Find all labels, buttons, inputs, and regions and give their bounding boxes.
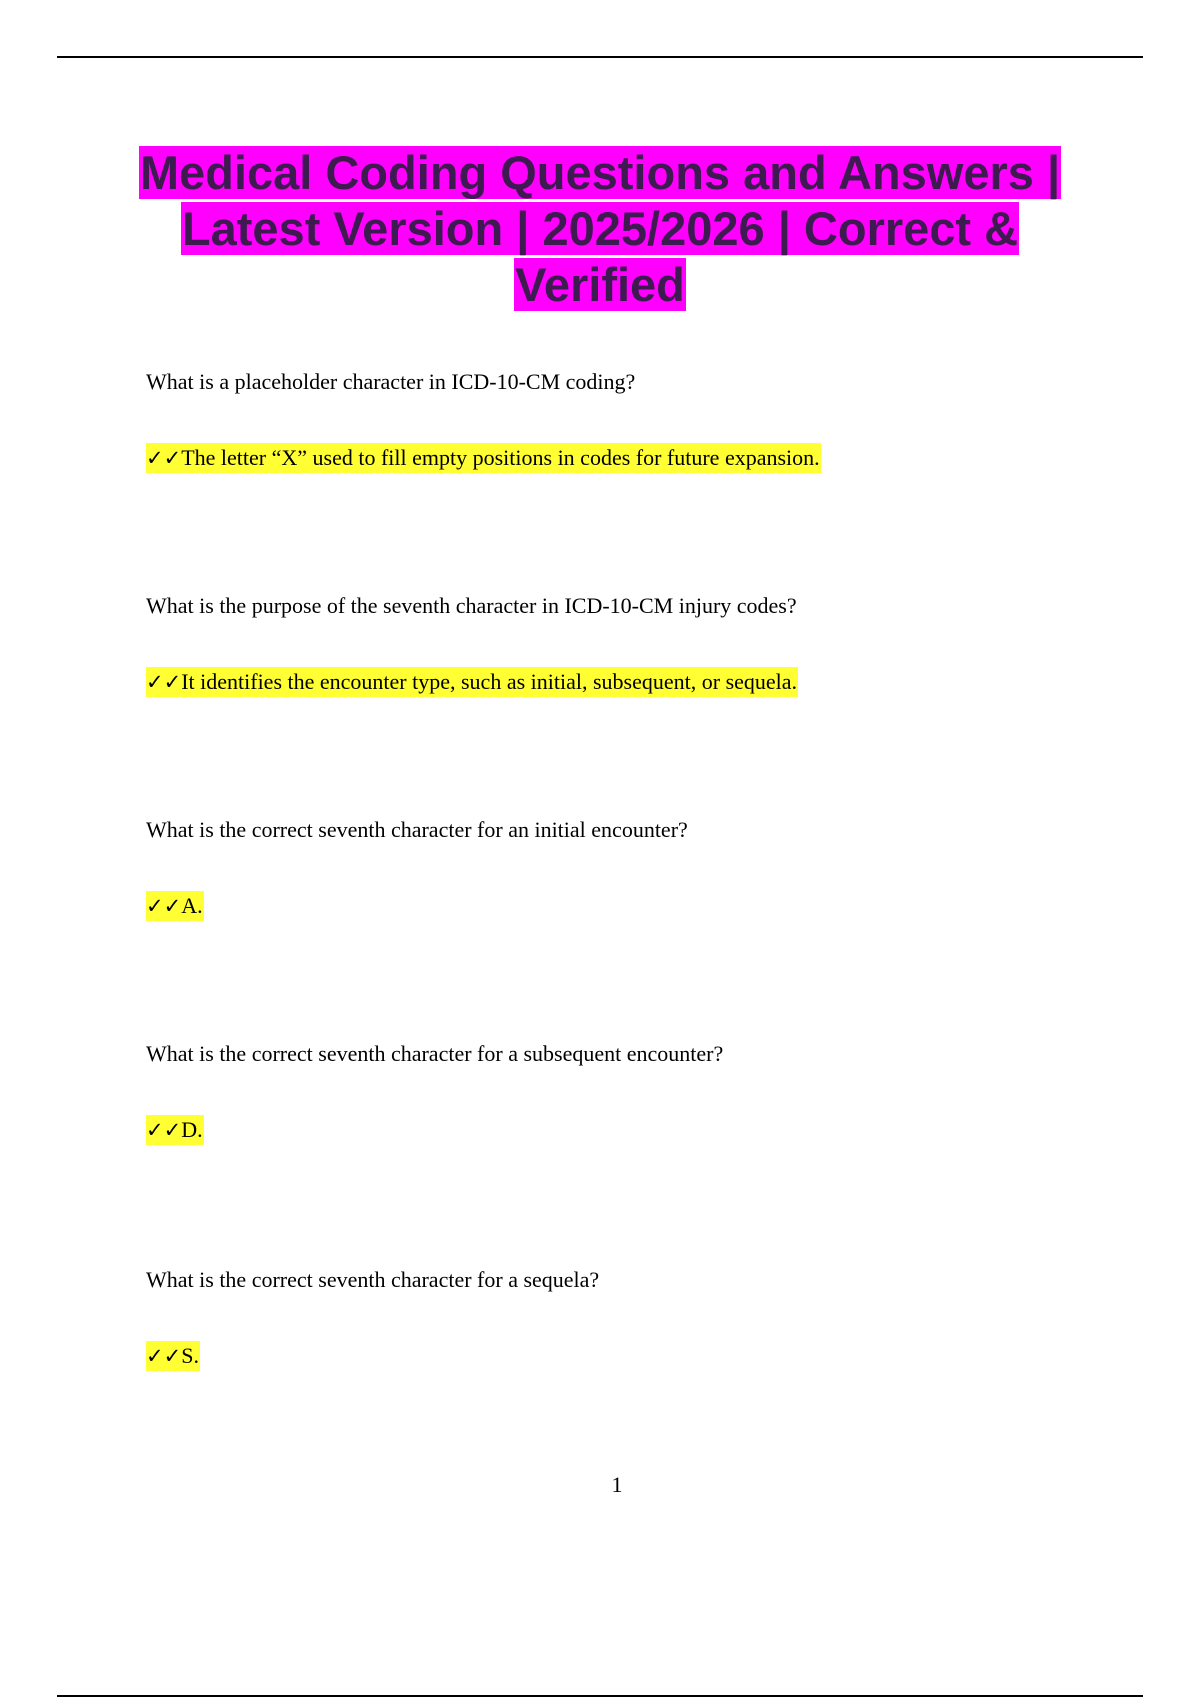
document-title (100, 145, 1100, 313)
document-title-text: Medical Coding Questions and Answers | Latest Version | 2025/2026 | Correct & Verified (139, 146, 1061, 311)
question-4: What is the correct seventh character for a subsequent encounter? (146, 1041, 724, 1066)
answer-highlight (146, 1115, 204, 1145)
answer-highlight (146, 667, 798, 697)
bottom-rule (57, 1695, 1143, 1697)
answer-2-text: It identifies the encounter type, such as initial, subsequent, or sequela. (181, 669, 798, 694)
check-icon: ✓✓ (146, 446, 182, 470)
question-1: What is a placeholder character in ICD-10-CM coding? (146, 369, 636, 394)
answer-1 (146, 444, 821, 472)
answer-highlight (146, 443, 821, 473)
answer-3 (146, 892, 204, 920)
question-3: What is the correct seventh character for an initial encounter? (146, 817, 688, 842)
answer-2 (146, 668, 798, 696)
answer-5 (146, 1342, 200, 1370)
answer-1-text: The letter “X” used to fill empty positions in codes for future expansion. (181, 445, 820, 470)
page-number: 1 (611, 1472, 623, 1497)
top-rule (57, 56, 1143, 58)
answer-4 (146, 1116, 204, 1144)
answer-4-text: D. (181, 1117, 203, 1142)
answer-5-text: S. (181, 1343, 199, 1368)
answer-highlight (146, 1341, 200, 1371)
check-icon: ✓✓ (146, 1118, 182, 1142)
check-icon: ✓✓ (146, 1344, 182, 1368)
answer-highlight (146, 891, 204, 921)
question-2: What is the purpose of the seventh character in ICD-10-CM injury codes? (146, 593, 797, 618)
check-icon: ✓✓ (146, 894, 182, 918)
question-5: What is the correct seventh character for a sequela? (146, 1267, 600, 1292)
check-icon: ✓✓ (146, 670, 182, 694)
answer-3-text: A. (181, 893, 203, 918)
